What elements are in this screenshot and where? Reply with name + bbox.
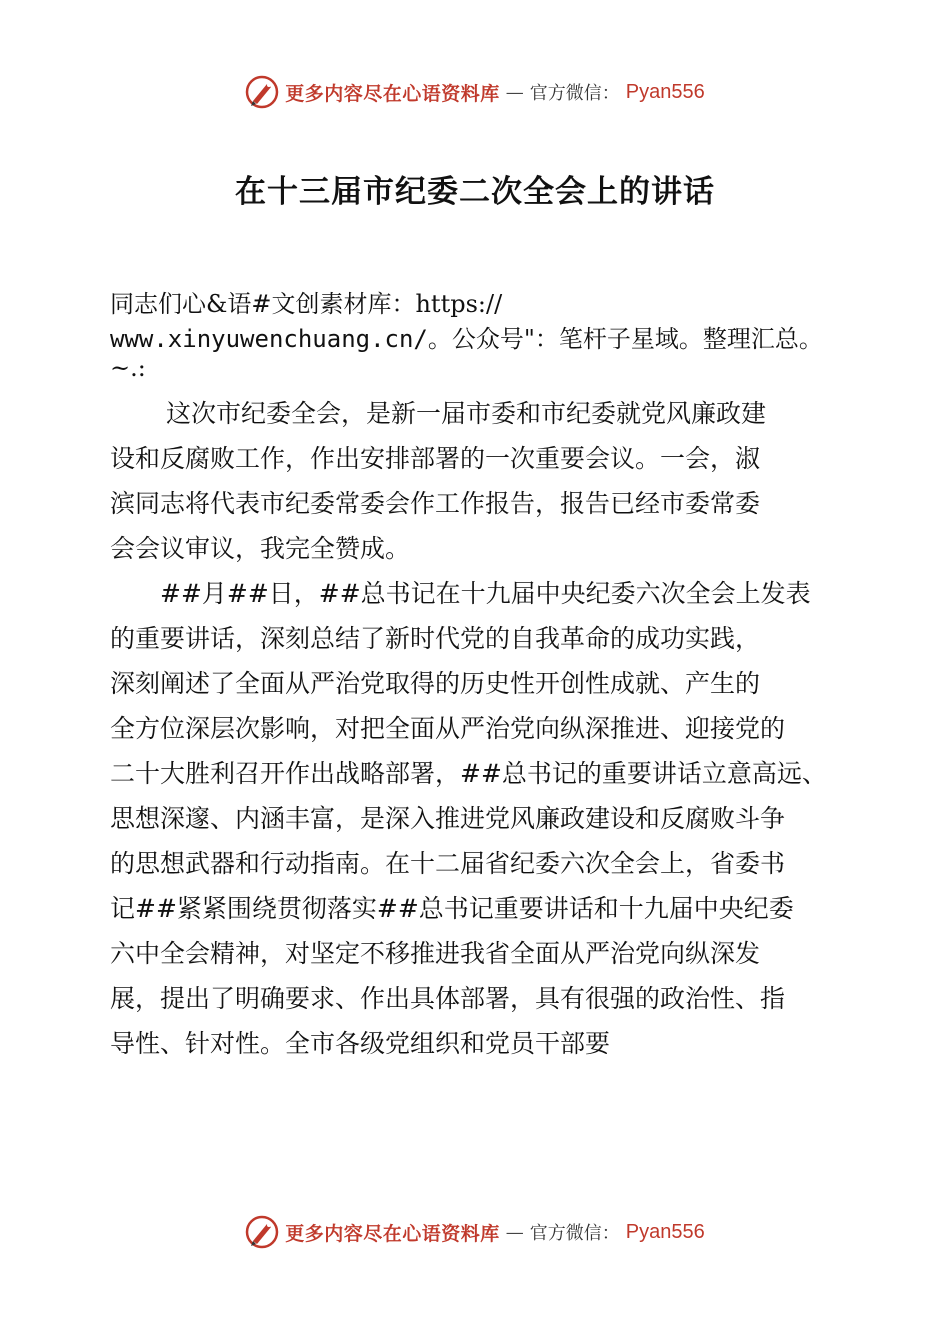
header-banner [0, 72, 950, 112]
banner-brand: 更多内容尽在心语资料库 [285, 82, 500, 105]
paragraph-line: 六中全会精神，对坚定不移推进我省全面从严治党向纵深发 [110, 939, 761, 968]
meta-url: www.xinyuwenchuang.cn/ [110, 325, 428, 353]
paragraph-line: 的思想武器和行动指南。在十二届省纪委六次全会上，省委书 [110, 849, 786, 878]
pen-logo-icon [245, 75, 279, 109]
meta-line-1: 同志们心&语#文创素材库：https:// [110, 290, 503, 318]
paragraph-2 [110, 571, 890, 1066]
meta-line-2 [110, 322, 890, 357]
banner-dash: — [505, 1221, 524, 1243]
banner-wechat-id: Pyan556 [625, 1220, 705, 1243]
paragraph-1 [110, 391, 890, 571]
paragraph-line: 设和反腐败工作，作出安排部署的一次重要会议。一会，淑 [110, 444, 761, 473]
paragraph-line: 深刻阐述了全面从严治党取得的历史性开创性成就、产生的 [110, 669, 761, 698]
paragraph-line: 这次市纪委全会，是新一届市委和市纪委就党风廉政建 [166, 399, 767, 428]
footer-banner [0, 1212, 950, 1252]
document-title: 在十三届市纪委二次全会上的讲话 [235, 174, 715, 210]
banner-wechat-id: Pyan556 [625, 80, 705, 103]
pen-logo-icon [245, 1215, 279, 1249]
document-body [110, 287, 890, 1066]
paragraph-line: 思想深邃、内涵丰富，是深入推进党风廉政建设和反腐败斗争 [110, 804, 786, 833]
meta-line-3: ~.: [110, 354, 146, 382]
banner-brand: 更多内容尽在心语资料库 [285, 1222, 500, 1245]
paragraph-line: 会会议审议，我完全赞成。 [110, 534, 411, 563]
paragraph-line: 展，提出了明确要求、作出具体部署，具有很强的政治性、指 [110, 984, 786, 1013]
paragraph-line: 导性、针对性。全市各级党组织和党员干部要 [110, 1029, 611, 1058]
paragraph-line: 二十大胜利召开作出战略部署，##总书记的重要讲话立意高远、 [110, 759, 827, 788]
banner-dash: — [505, 81, 524, 103]
paragraph-line: 全方位深层次影响，对把全面从严治党向纵深推进、迎接党的 [110, 714, 786, 743]
paragraph-line: 滨同志将代表市纪委常委会作工作报告，报告已经市委常委 [110, 489, 761, 518]
paragraph-line: ##月##日，##总书记在十九届中央纪委六次全会上发表 [160, 579, 811, 608]
paragraph-line: 记##紧紧围绕贯彻落实##总书记重要讲话和十九届中央纪委 [110, 894, 794, 923]
paragraph-line: 的重要讲话，深刻总结了新时代党的自我革命的成功实践， [110, 624, 761, 653]
banner-wechat-label: 官方微信： [529, 83, 620, 104]
meta-line-2-rest: 。公众号"：笔杆子星域。整理汇总。 [427, 325, 823, 353]
banner-wechat-label: 官方微信： [529, 1223, 620, 1244]
